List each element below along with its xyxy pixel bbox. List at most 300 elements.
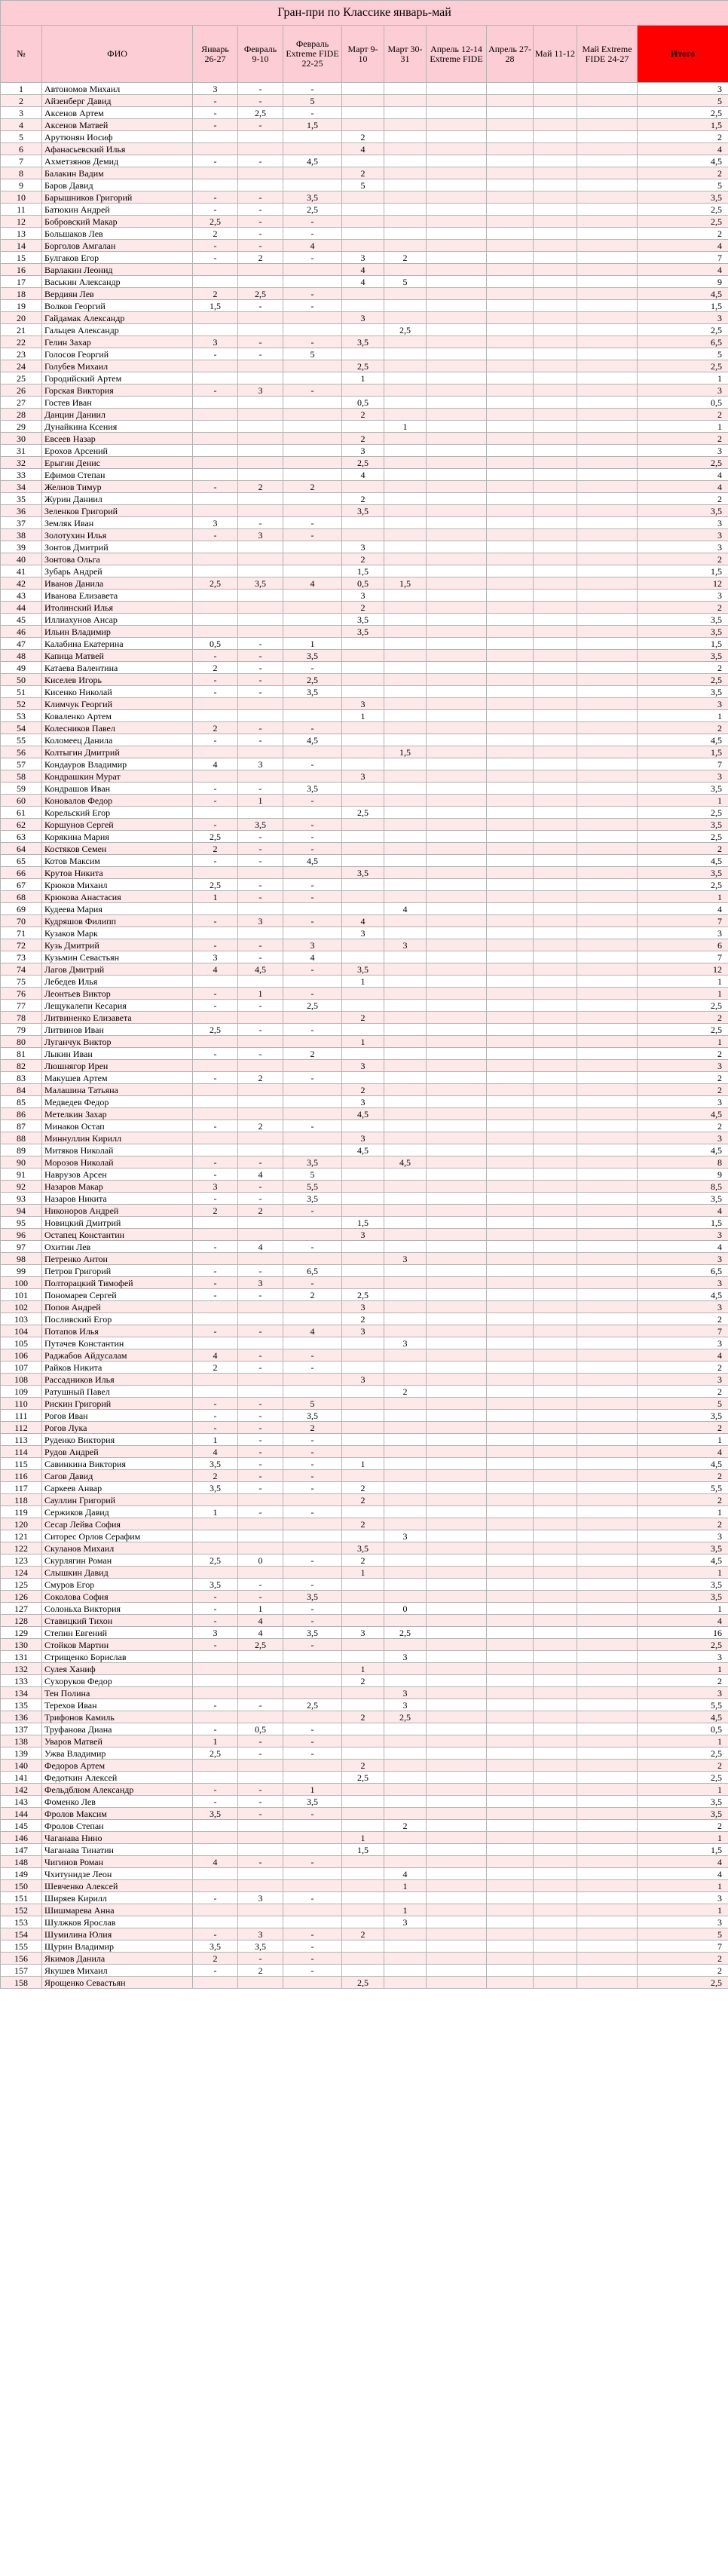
score-mar-1 — [342, 1808, 384, 1820]
score-feb — [238, 276, 283, 288]
score-mar-2 — [384, 83, 427, 95]
score-may — [534, 1530, 577, 1542]
table-row — [1, 746, 728, 758]
score-apr-extreme — [427, 1289, 487, 1301]
player-name: Булгаков Егор — [42, 252, 193, 264]
score-mar-2 — [384, 1735, 427, 1747]
score-total: 2 — [638, 722, 728, 734]
score-feb-extreme: - — [283, 1482, 342, 1494]
score-feb — [238, 264, 283, 276]
score-may-extreme — [577, 324, 638, 336]
player-name: Арутюнян Иосиф — [42, 131, 193, 143]
table-row — [1, 481, 728, 493]
score-mar-2 — [384, 1928, 427, 1940]
score-jan: 2 — [193, 722, 238, 734]
row-number: 9 — [1, 179, 42, 191]
score-apr-extreme — [427, 1747, 487, 1760]
score-feb-extreme: 4 — [283, 577, 342, 590]
score-mar-1 — [342, 746, 384, 758]
score-total: 0,5 — [638, 397, 728, 409]
score-may — [534, 1024, 577, 1036]
score-apr — [487, 1205, 534, 1217]
score-apr — [487, 1241, 534, 1253]
score-total: 2 — [638, 1072, 728, 1084]
score-apr-extreme — [427, 1446, 487, 1458]
row-number: 143 — [1, 1796, 42, 1808]
score-may-extreme — [577, 783, 638, 795]
table-row — [1, 397, 728, 409]
score-apr-extreme — [427, 1048, 487, 1060]
score-apr — [487, 915, 534, 927]
score-apr-extreme — [427, 1325, 487, 1337]
score-may-extreme — [577, 1747, 638, 1760]
score-feb: - — [238, 1434, 283, 1446]
score-feb-extreme: - — [283, 517, 342, 529]
score-total: 2,5 — [638, 1000, 728, 1012]
player-name: Аксенов Матвей — [42, 119, 193, 131]
score-apr-extreme — [427, 1169, 487, 1181]
player-name: Малашина Татьяна — [42, 1084, 193, 1096]
player-name: Сухоруков Федор — [42, 1675, 193, 1687]
score-apr — [487, 734, 534, 746]
score-may — [534, 1796, 577, 1808]
score-feb-extreme: - — [283, 300, 342, 312]
score-mar-2 — [384, 384, 427, 397]
score-may — [534, 1892, 577, 1904]
score-may — [534, 1868, 577, 1880]
score-jan: - — [193, 783, 238, 795]
score-jan: - — [193, 1072, 238, 1084]
score-apr-extreme — [427, 867, 487, 879]
score-mar-2 — [384, 288, 427, 300]
row-number: 38 — [1, 529, 42, 541]
score-total: 2 — [638, 1675, 728, 1687]
score-jan — [193, 710, 238, 722]
score-apr — [487, 1108, 534, 1120]
score-mar-1: 2,5 — [342, 457, 384, 469]
score-apr — [487, 939, 534, 951]
score-may — [534, 336, 577, 348]
score-mar-2 — [384, 119, 427, 131]
score-mar-1: 3 — [342, 1096, 384, 1108]
table-row — [1, 95, 728, 107]
player-name: Сауллин Григорий — [42, 1494, 193, 1506]
score-total: 6,5 — [638, 336, 728, 348]
player-name: Полторацкий Тимофей — [42, 1277, 193, 1289]
row-number: 39 — [1, 541, 42, 553]
score-mar-2 — [384, 770, 427, 783]
score-mar-1 — [342, 734, 384, 746]
score-may-extreme — [577, 1723, 638, 1735]
score-may — [534, 976, 577, 988]
score-apr-extreme — [427, 1084, 487, 1096]
score-mar-2 — [384, 626, 427, 638]
score-total: 2 — [638, 1386, 728, 1398]
score-feb: - — [238, 517, 283, 529]
score-total: 7 — [638, 1940, 728, 1953]
row-number: 53 — [1, 710, 42, 722]
row-number: 144 — [1, 1808, 42, 1820]
score-total: 1 — [638, 1603, 728, 1615]
score-total: 3,5 — [638, 1193, 728, 1205]
score-may-extreme — [577, 348, 638, 360]
score-feb-extreme: - — [283, 879, 342, 891]
score-apr — [487, 1916, 534, 1928]
player-name: Щурин Владимир — [42, 1940, 193, 1953]
table-row — [1, 577, 728, 590]
score-may-extreme — [577, 1567, 638, 1579]
score-feb-extreme: - — [283, 1241, 342, 1253]
score-mar-1 — [342, 1156, 384, 1169]
score-mar-2 — [384, 529, 427, 541]
score-mar-1: 2 — [342, 1554, 384, 1567]
score-may — [534, 819, 577, 831]
score-feb — [238, 1916, 283, 1928]
score-mar-2 — [384, 1205, 427, 1217]
score-mar-1: 3 — [342, 1627, 384, 1639]
score-mar-2 — [384, 1615, 427, 1627]
score-feb-extreme — [283, 1832, 342, 1844]
table-row — [1, 1325, 728, 1337]
score-apr — [487, 867, 534, 879]
score-mar-2 — [384, 734, 427, 746]
score-mar-2 — [384, 179, 427, 191]
score-apr-extreme — [427, 1313, 487, 1325]
score-jan — [193, 1542, 238, 1554]
score-may-extreme — [577, 1120, 638, 1132]
score-may — [534, 831, 577, 843]
score-may-extreme — [577, 734, 638, 746]
score-feb: - — [238, 1422, 283, 1434]
row-number: 112 — [1, 1422, 42, 1434]
score-apr-extreme — [427, 553, 487, 565]
score-feb-extreme: 5 — [283, 95, 342, 107]
score-feb: 2 — [238, 252, 283, 264]
table-row — [1, 1084, 728, 1096]
table-row — [1, 1591, 728, 1603]
score-may-extreme — [577, 951, 638, 963]
row-number: 68 — [1, 891, 42, 903]
score-total: 2 — [638, 167, 728, 179]
score-feb: - — [238, 1458, 283, 1470]
score-apr-extreme — [427, 1108, 487, 1120]
score-jan — [193, 1084, 238, 1096]
score-apr — [487, 1313, 534, 1325]
score-mar-2 — [384, 457, 427, 469]
player-name: Ерохов Арсений — [42, 445, 193, 457]
score-apr — [487, 746, 534, 758]
player-name: Зонтова Ольга — [42, 553, 193, 565]
score-feb — [238, 590, 283, 602]
score-may-extreme — [577, 855, 638, 867]
score-apr-extreme — [427, 650, 487, 662]
score-apr-extreme — [427, 119, 487, 131]
score-mar-1 — [342, 783, 384, 795]
score-may-extreme — [577, 1096, 638, 1108]
score-mar-1: 2 — [342, 433, 384, 445]
row-number: 30 — [1, 433, 42, 445]
score-may — [534, 698, 577, 710]
score-feb-extreme — [283, 976, 342, 988]
score-mar-2: 1,5 — [384, 577, 427, 590]
score-jan: - — [193, 795, 238, 807]
score-mar-2 — [384, 1301, 427, 1313]
score-may-extreme — [577, 831, 638, 843]
player-name: Лебедев Илья — [42, 976, 193, 988]
score-feb-extreme — [283, 1904, 342, 1916]
score-may — [534, 783, 577, 795]
score-total: 4,5 — [638, 855, 728, 867]
score-feb-extreme: 3,5 — [283, 686, 342, 698]
row-number: 107 — [1, 1362, 42, 1374]
score-may-extreme — [577, 1313, 638, 1325]
player-name: Гелин Захар — [42, 336, 193, 348]
score-mar-2 — [384, 1542, 427, 1554]
score-feb-extreme: 5 — [283, 1398, 342, 1410]
score-feb-extreme — [283, 746, 342, 758]
score-apr-extreme — [427, 1422, 487, 1434]
score-mar-2 — [384, 1060, 427, 1072]
score-feb — [238, 770, 283, 783]
score-apr-extreme — [427, 1591, 487, 1603]
score-apr-extreme — [427, 179, 487, 191]
score-feb: - — [238, 1289, 283, 1301]
score-may — [534, 1060, 577, 1072]
score-apr — [487, 1181, 534, 1193]
score-total: 3,5 — [638, 1808, 728, 1820]
score-apr-extreme — [427, 1265, 487, 1277]
score-mar-1 — [342, 819, 384, 831]
score-feb-extreme — [283, 469, 342, 481]
row-number: 124 — [1, 1567, 42, 1579]
score-apr — [487, 1760, 534, 1772]
score-total: 2,5 — [638, 204, 728, 216]
score-mar-2 — [384, 143, 427, 155]
score-mar-1: 2 — [342, 1012, 384, 1024]
player-name: Балакин Вадим — [42, 167, 193, 179]
score-feb-extreme — [283, 1386, 342, 1398]
score-feb — [238, 1494, 283, 1506]
score-mar-2 — [384, 409, 427, 421]
row-number: 69 — [1, 903, 42, 915]
score-may — [534, 1422, 577, 1434]
score-apr-extreme — [427, 204, 487, 216]
table-row — [1, 240, 728, 252]
table-row — [1, 1615, 728, 1627]
score-mar-2 — [384, 1108, 427, 1120]
score-jan — [193, 1567, 238, 1579]
score-feb: 4 — [238, 1169, 283, 1181]
score-mar-1 — [342, 119, 384, 131]
table-row — [1, 1868, 728, 1880]
score-mar-1: 2 — [342, 1084, 384, 1096]
score-jan: 4 — [193, 758, 238, 770]
score-may-extreme — [577, 384, 638, 397]
score-feb-extreme: - — [283, 1072, 342, 1084]
score-feb — [238, 1374, 283, 1386]
score-feb: 1 — [238, 795, 283, 807]
score-may-extreme — [577, 577, 638, 590]
score-total: 2 — [638, 1518, 728, 1530]
row-number: 102 — [1, 1301, 42, 1313]
table-row — [1, 1977, 728, 1989]
score-apr-extreme — [427, 1144, 487, 1156]
score-total: 4 — [638, 1615, 728, 1627]
score-feb: - — [238, 119, 283, 131]
score-total: 4,5 — [638, 155, 728, 167]
row-number: 133 — [1, 1675, 42, 1687]
score-feb: 4,5 — [238, 963, 283, 976]
score-apr-extreme — [427, 1494, 487, 1506]
score-may-extreme — [577, 1217, 638, 1229]
score-total: 4 — [638, 469, 728, 481]
score-may-extreme — [577, 686, 638, 698]
score-feb-extreme: 2,5 — [283, 674, 342, 686]
score-total: 4 — [638, 240, 728, 252]
score-total: 1 — [638, 1434, 728, 1446]
score-apr-extreme — [427, 107, 487, 119]
score-may-extreme — [577, 1169, 638, 1181]
score-may-extreme — [577, 976, 638, 988]
score-jan — [193, 927, 238, 939]
score-may-extreme — [577, 722, 638, 734]
score-mar-2 — [384, 107, 427, 119]
score-apr-extreme — [427, 1277, 487, 1289]
score-feb: - — [238, 1808, 283, 1820]
score-mar-1 — [342, 1940, 384, 1953]
row-number: 90 — [1, 1156, 42, 1169]
score-total: 1 — [638, 891, 728, 903]
score-jan: - — [193, 1892, 238, 1904]
player-name: Дунайкина Ксения — [42, 421, 193, 433]
score-may-extreme — [577, 1205, 638, 1217]
score-apr — [487, 1796, 534, 1808]
score-apr-extreme — [427, 348, 487, 360]
score-mar-2 — [384, 348, 427, 360]
score-mar-1 — [342, 216, 384, 228]
table-row — [1, 1953, 728, 1965]
row-number: 117 — [1, 1482, 42, 1494]
score-mar-1: 2 — [342, 1760, 384, 1772]
player-name: Стойков Мартин — [42, 1639, 193, 1651]
score-mar-2 — [384, 1048, 427, 1060]
score-apr — [487, 240, 534, 252]
player-name: Чаганава Нино — [42, 1832, 193, 1844]
score-feb: - — [238, 1048, 283, 1060]
score-mar-2 — [384, 553, 427, 565]
score-total: 4 — [638, 143, 728, 155]
score-may-extreme — [577, 1265, 638, 1277]
score-mar-2 — [384, 565, 427, 577]
row-number: 132 — [1, 1663, 42, 1675]
score-may — [534, 143, 577, 155]
table-row — [1, 336, 728, 348]
score-mar-2 — [384, 783, 427, 795]
score-total: 4 — [638, 264, 728, 276]
score-apr — [487, 517, 534, 529]
score-may — [534, 565, 577, 577]
score-total: 5 — [638, 1928, 728, 1940]
score-mar-2 — [384, 1554, 427, 1567]
score-feb-extreme — [283, 1977, 342, 1989]
player-name: Фролов Степан — [42, 1820, 193, 1832]
score-total: 3,5 — [638, 191, 728, 204]
player-name: Колесников Павел — [42, 722, 193, 734]
score-feb: - — [238, 1398, 283, 1410]
score-feb-extreme — [283, 1084, 342, 1096]
score-apr — [487, 1072, 534, 1084]
score-mar-2: 2 — [384, 1820, 427, 1832]
score-may-extreme — [577, 1156, 638, 1169]
score-may — [534, 915, 577, 927]
score-mar-2 — [384, 445, 427, 457]
score-feb — [238, 1108, 283, 1120]
table-row — [1, 1482, 728, 1494]
score-feb: - — [238, 1735, 283, 1747]
player-name: Рудов Андрей — [42, 1446, 193, 1458]
score-may — [534, 1096, 577, 1108]
score-apr — [487, 1880, 534, 1892]
score-mar-2 — [384, 1446, 427, 1458]
score-feb-extreme: - — [283, 1615, 342, 1627]
score-jan: 0,5 — [193, 638, 238, 650]
table-row — [1, 372, 728, 384]
score-feb-extreme — [283, 1772, 342, 1784]
row-number: 99 — [1, 1265, 42, 1277]
score-feb-extreme — [283, 565, 342, 577]
score-apr-extreme — [427, 541, 487, 553]
score-mar-1 — [342, 1579, 384, 1591]
score-may-extreme — [577, 1554, 638, 1567]
row-number: 12 — [1, 216, 42, 228]
score-total: 2,5 — [638, 324, 728, 336]
score-total: 2,5 — [638, 1639, 728, 1651]
score-apr-extreme — [427, 131, 487, 143]
score-mar-1: 3,5 — [342, 505, 384, 517]
score-jan — [193, 457, 238, 469]
score-jan — [193, 1374, 238, 1386]
row-number: 7 — [1, 155, 42, 167]
score-apr-extreme — [427, 891, 487, 903]
row-number: 88 — [1, 1132, 42, 1144]
score-may — [534, 179, 577, 191]
score-total: 16 — [638, 1627, 728, 1639]
table-row — [1, 1229, 728, 1241]
score-feb-extreme: - — [283, 1458, 342, 1470]
score-may — [534, 1446, 577, 1458]
score-apr-extreme — [427, 1796, 487, 1808]
score-feb-extreme — [283, 1542, 342, 1554]
score-mar-1 — [342, 1205, 384, 1217]
score-jan — [193, 1301, 238, 1313]
table-row — [1, 1760, 728, 1772]
score-may — [534, 529, 577, 541]
score-total: 1,5 — [638, 1217, 728, 1229]
score-feb: 3 — [238, 758, 283, 770]
row-number: 25 — [1, 372, 42, 384]
score-feb — [238, 143, 283, 155]
score-may-extreme — [577, 1856, 638, 1868]
score-mar-2 — [384, 1518, 427, 1530]
score-apr — [487, 1663, 534, 1675]
row-number: 61 — [1, 807, 42, 819]
score-mar-1 — [342, 1470, 384, 1482]
score-feb-extreme — [283, 1108, 342, 1120]
score-may — [534, 1856, 577, 1868]
row-number: 76 — [1, 988, 42, 1000]
score-mar-2 — [384, 1856, 427, 1868]
score-may — [534, 903, 577, 915]
